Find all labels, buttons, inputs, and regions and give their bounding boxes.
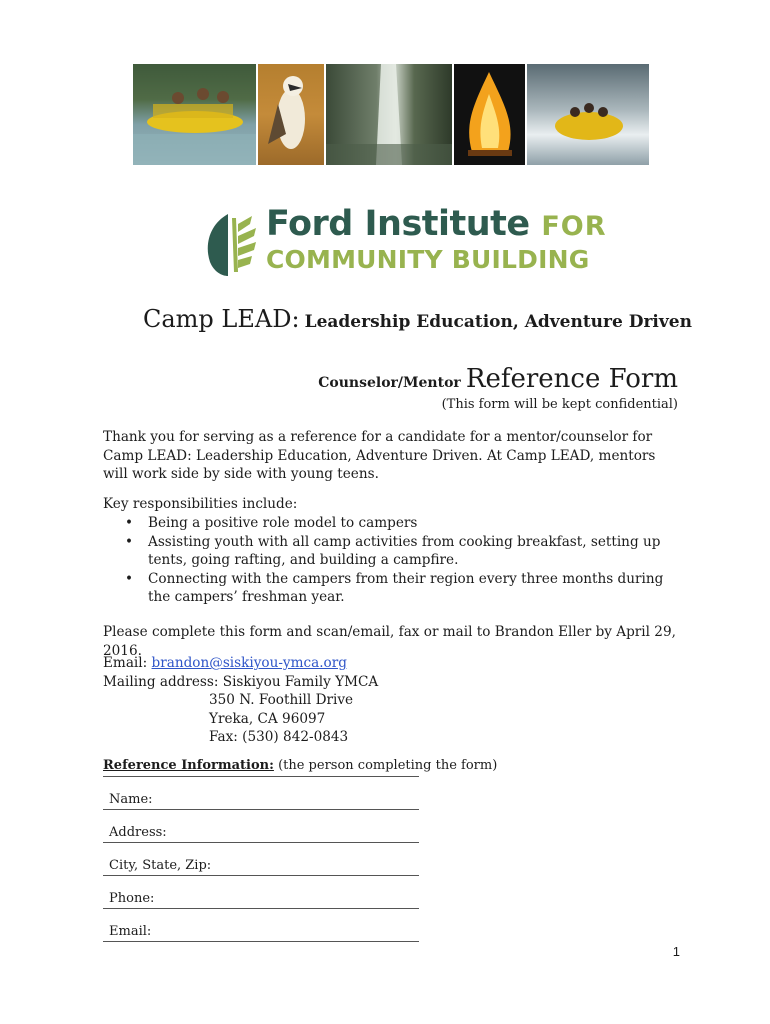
logo-community-building: COMMUNITY BUILDING (266, 245, 590, 274)
list-item: • Assisting youth with all camp activities from cooking breakfast, setting up tents, going rafting, and building a campfire. (103, 533, 678, 570)
campfire-photo (454, 64, 525, 165)
leaf-icon (202, 210, 258, 278)
title-sub: Leadership Education, Adventure Driven (304, 312, 692, 332)
intro-paragraph: Thank you for serving as a reference for a candidate for a mentor/counselor for Camp LEAD: Leadership Education, Adventure Driven. At Camp LEAD, mentors will work side by side with young teens. (103, 429, 656, 482)
whitewater-photo (527, 64, 649, 165)
list-item: • Connecting with the campers from their region every three months during the campers’ freshman year. (103, 570, 678, 607)
form-name: Reference Form (465, 364, 678, 394)
address-field[interactable] (103, 820, 419, 843)
address-line: 350 N. Foothill Drive (209, 692, 354, 708)
title-main: Camp LEAD: (143, 305, 300, 333)
email-label: Email: (103, 655, 148, 671)
mailing-label: Mailing address: (103, 673, 219, 690)
fax-line: Fax: (530) 842-0843 (209, 729, 349, 745)
instructions-text: Please complete this form and scan/email, fax or mail to Brandon Eller by April 29, 2016. (103, 624, 676, 659)
name-label: Name: (109, 792, 153, 807)
form-title (318, 364, 678, 394)
address-line: Siskiyou Family YMCA (222, 673, 379, 690)
field-divider (103, 776, 419, 777)
address-label: Address: (109, 825, 167, 840)
phone-field[interactable] (103, 886, 419, 909)
phone-label: Phone: (109, 891, 155, 906)
rafting-photo (133, 64, 256, 165)
responsibilities-heading: Key responsibilities include: (103, 496, 298, 512)
reference-label: Reference Information: (103, 758, 274, 773)
logo-name: Ford Institute FOR (266, 204, 607, 244)
form-role: Counselor/Mentor (318, 375, 461, 391)
waterfall-photo (326, 64, 452, 165)
reference-heading (103, 758, 497, 773)
email-link[interactable]: brandon@siskiyou-ymca.org (151, 655, 347, 671)
logo-for: FOR (541, 211, 607, 242)
photo-banner (133, 64, 649, 165)
email-field-label: Email: (109, 924, 152, 939)
page-number: 1 (672, 944, 680, 959)
email-field[interactable] (103, 919, 419, 942)
contact-block (103, 654, 678, 747)
address-line: Yreka, CA 96097 (209, 710, 326, 727)
osprey-photo (258, 64, 324, 165)
ford-institute-logo (202, 204, 607, 278)
city-state-zip-field[interactable] (103, 853, 419, 876)
confidential-note: (This form will be kept confidential) (441, 397, 678, 412)
list-item: • Being a positive role model to campers (103, 514, 678, 533)
responsibilities-list (103, 514, 678, 607)
reference-note: (the person completing the form) (278, 758, 498, 773)
city-state-zip-label: City, State, Zip: (109, 858, 212, 873)
name-field[interactable] (103, 787, 419, 810)
page-title (143, 305, 692, 333)
